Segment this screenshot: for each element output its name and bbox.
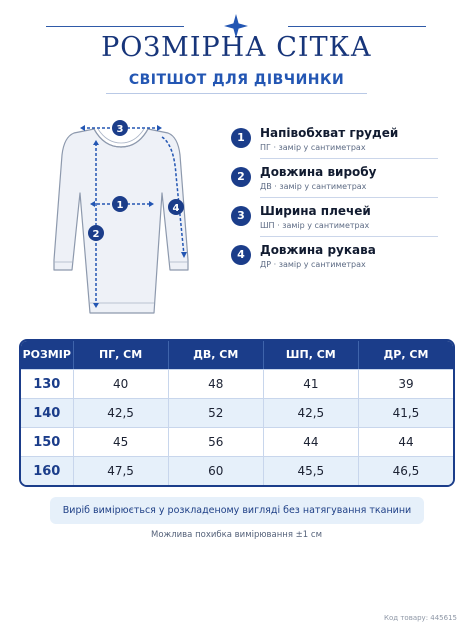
- legend-number-badge: 4: [231, 245, 251, 265]
- header-rule-right: [288, 26, 426, 27]
- legend-description: ДР · замір у сантиметрах: [260, 260, 366, 269]
- svg-text:3: 3: [116, 124, 124, 135]
- table-cell: 44: [359, 427, 453, 456]
- table-cell: 45: [74, 427, 169, 456]
- legend-description: ШП · замір у сантиметрах: [260, 221, 370, 230]
- marker-shoulders: [112, 120, 128, 136]
- column-header-chest: ПГ, СМ: [74, 341, 169, 369]
- legend-item-chest: [228, 122, 446, 161]
- arrow-head: [80, 125, 85, 131]
- table-cell: 52: [169, 398, 264, 427]
- page-title: РОЗМІРНА СІТКА: [101, 32, 372, 63]
- legend-item-length: [228, 161, 446, 200]
- table-row: [21, 398, 453, 427]
- table-cell: 47,5: [74, 456, 169, 485]
- table-cell: 60: [169, 456, 264, 485]
- table-cell: 44: [264, 427, 359, 456]
- header-rule-left: [46, 26, 184, 27]
- measurement-note: Виріб вимірюється у розкладеному вигляді без натягування тканини: [50, 497, 424, 524]
- table-row: [21, 427, 453, 456]
- column-header-sleeve: ДР, СМ: [383, 348, 429, 361]
- arrow-head: [157, 125, 162, 131]
- legend-item-sleeve: [228, 239, 446, 278]
- column-header-size: РОЗМІР: [21, 341, 74, 369]
- sweatshirt-body-outline: [54, 129, 188, 313]
- marker-length: [88, 225, 104, 241]
- table-cell: 42,5: [264, 398, 359, 427]
- legend-divider: [260, 236, 438, 237]
- table-row: [21, 369, 453, 398]
- legend-number-badge: 2: [231, 167, 251, 187]
- marker-chest: [112, 196, 128, 212]
- table-header-row: [21, 341, 453, 369]
- table-cell: 48: [169, 369, 264, 398]
- legend-description: ДВ · замір у сантиметрах: [260, 182, 367, 191]
- size-table: [19, 339, 455, 487]
- legend-name: Ширина плечей: [260, 204, 371, 218]
- svg-text:2: 2: [92, 229, 100, 240]
- table-cell: 39: [359, 369, 453, 398]
- legend-item-shoulders: [228, 200, 446, 239]
- legend-number-badge: 3: [231, 206, 251, 226]
- measurement-legend: [228, 122, 446, 278]
- column-header-shoulders: ШП, СМ: [264, 341, 359, 369]
- table-row: [21, 456, 453, 485]
- legend-name: Довжина виробу: [260, 165, 377, 179]
- table-cell: 40: [74, 369, 169, 398]
- tolerance-text: Можлива похибка вимірювання ±1 см: [151, 530, 322, 540]
- marker-sleeve: [168, 199, 184, 215]
- size-cell: 140: [21, 398, 74, 427]
- legend-divider: [260, 158, 438, 159]
- subtitle-divider: [106, 93, 367, 94]
- legend-name: Довжина рукава: [260, 243, 376, 257]
- page-subtitle: СВІТШОТ ДЛЯ ДІВЧИНКИ: [128, 72, 345, 88]
- svg-text:4: 4: [172, 203, 180, 214]
- size-cell: 160: [21, 456, 74, 485]
- legend-description: ПГ · замір у сантиметрах: [260, 143, 366, 152]
- table-cell: 56: [169, 427, 264, 456]
- table-cell: 45,5: [264, 456, 359, 485]
- size-cell: 150: [21, 427, 74, 456]
- sweatshirt-diagram: [50, 115, 192, 320]
- product-code: Код товару: 445615: [384, 614, 457, 622]
- legend-name: Напівобхват грудей: [260, 126, 399, 140]
- svg-text:1: 1: [116, 200, 124, 211]
- table-cell: 42,5: [74, 398, 169, 427]
- column-header-length: ДВ, СМ: [169, 341, 264, 369]
- table-cell: 41,5: [359, 398, 453, 427]
- legend-number-badge: 1: [231, 128, 251, 148]
- table-cell: 46,5: [359, 456, 453, 485]
- table-cell: 41: [264, 369, 359, 398]
- legend-divider: [260, 197, 438, 198]
- size-cell: 130: [21, 369, 74, 398]
